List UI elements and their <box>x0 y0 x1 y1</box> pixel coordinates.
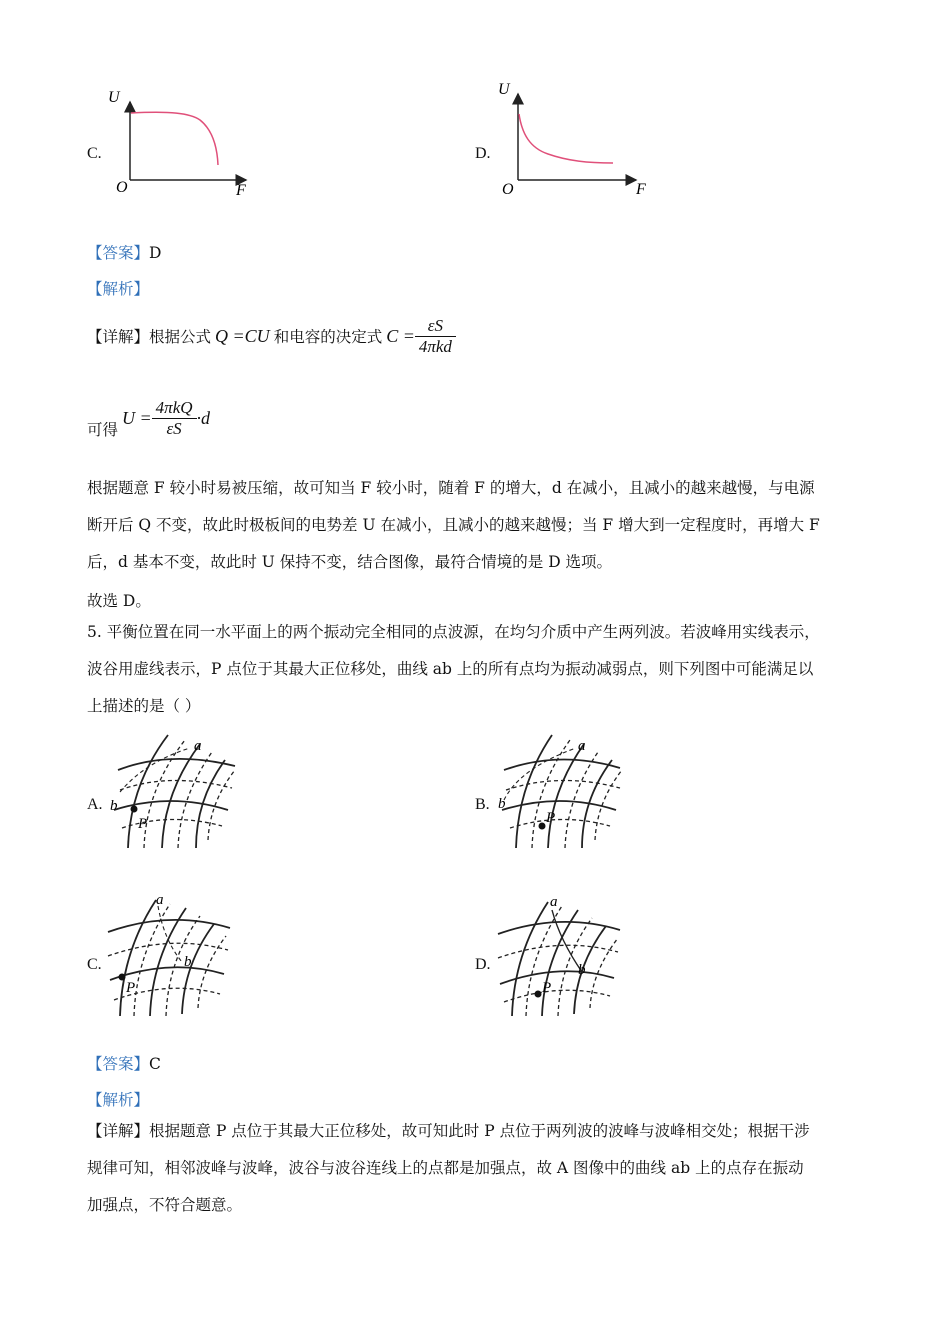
detail-text2: 和电容的决定式 <box>273 328 383 346</box>
point-p <box>539 823 546 830</box>
q4-result-line <box>87 390 210 446</box>
option-c-label: C. <box>87 145 102 162</box>
kede: 可得 <box>87 421 119 439</box>
q5-detail <box>87 1113 887 1224</box>
detail-text1: 根据公式 <box>149 328 212 346</box>
formula-u-num: 4πkQ <box>152 398 197 419</box>
point-p <box>119 974 126 981</box>
para-line: 断开后 Q 不变，故此时极板间的电势差 U 在减小，且减小的越来越慢；当 F 增大到一定程度时，再增大 F <box>87 516 820 534</box>
formula-q: Q =CU <box>215 325 270 346</box>
stem-line: 上描述的是（ ） <box>87 697 201 715</box>
point-a-label: a <box>550 894 558 910</box>
point-p-label: P <box>546 810 556 826</box>
x-axis-label: F <box>236 182 246 199</box>
formula-c-fraction <box>415 316 456 357</box>
q5-option-b-label[interactable]: B. <box>475 796 490 813</box>
y-axis-label: U <box>498 81 510 98</box>
point-p <box>535 991 542 998</box>
answer-value: C <box>149 1055 161 1073</box>
formula-c-den: 4πkd <box>418 336 452 356</box>
stem-line: 5. 平衡位置在同一水平面上的两个振动完全相同的点波源，在均匀介质中产生两列波。若波峰用实线表示， <box>87 623 820 641</box>
detail-tag: 【详解】 <box>87 328 150 346</box>
answer-tag: 【答案】 <box>87 244 150 262</box>
q5-option-a-label[interactable]: A. <box>87 796 103 813</box>
detail-tag: 【详解】 <box>87 1122 150 1140</box>
point-p-label: P <box>126 980 136 996</box>
q4-paragraph <box>87 470 877 581</box>
point-a-label: a <box>578 738 586 754</box>
origin-label: O <box>502 181 514 198</box>
formula-c-num: εS <box>415 316 456 337</box>
q5-analysis-tag: 【解析】 <box>87 1091 150 1109</box>
point-b-label: b <box>498 796 506 812</box>
q4-analysis-tag: 【解析】 <box>87 280 150 298</box>
curve-c <box>131 112 218 165</box>
formula-u-tail: ·d <box>196 407 211 428</box>
point-b-label: b <box>110 798 118 814</box>
option-d-label: D. <box>475 145 491 162</box>
q5-option-c-label[interactable]: C. <box>87 956 102 973</box>
wave-figure-d[interactable] <box>490 890 630 1020</box>
detail-line: 加强点，不符合题意。 <box>87 1196 243 1214</box>
answer-tag: 【答案】 <box>87 1055 150 1073</box>
wave-figure-c[interactable] <box>100 890 240 1020</box>
stem-line: 波谷用虚线表示，P 点位于其最大正位移处，曲线 ab 上的所有点均为振动减弱点，则下列图中可能满足以 <box>87 660 814 678</box>
wave-figure-a[interactable] <box>100 730 245 855</box>
para-line: 根据题意 F 较小时易被压缩，故可知当 F 较小时，随着 F 的增大，d 在减小，且减小的越来越慢，与电源 <box>87 479 815 497</box>
y-axis-label: U <box>108 89 120 106</box>
answer-value: D <box>149 244 162 262</box>
detail-line1: 根据题意 P 点位于其最大正位移处，故可知此时 P 点位于两列波的波峰与波峰相交处；根据干涉 <box>149 1122 810 1140</box>
detail-line: 规律可知，相邻波峰与波峰，波谷与波谷连线上的点都是加强点，故 A 图像中的曲线 ab 上的点存在振动 <box>87 1159 804 1177</box>
detail-line <box>87 1113 887 1150</box>
graph-c <box>100 80 260 200</box>
q5-stem <box>87 614 887 725</box>
point-a-label: a <box>156 892 164 908</box>
formula-u-den: εS <box>166 418 182 438</box>
formula-u-lhs: U = <box>122 407 152 428</box>
formula-u-fraction <box>152 398 197 439</box>
q5-answer <box>87 1052 161 1074</box>
q5-option-d-label[interactable]: D. <box>475 956 491 973</box>
curve-d <box>519 114 613 163</box>
point-p-label: P <box>542 980 552 996</box>
point-b-label: b <box>184 954 192 970</box>
wave-figure-b[interactable] <box>490 730 635 855</box>
q4-answer <box>87 241 161 263</box>
q4-detail-line <box>87 306 456 366</box>
formula-c-lhs: C = <box>386 325 415 346</box>
point-p-label: P <box>138 816 148 832</box>
origin-label: O <box>116 179 128 196</box>
q4-conclusion: 故选 D。 <box>87 592 151 610</box>
x-axis-label: F <box>636 181 646 198</box>
point-a-label: a <box>194 738 202 754</box>
point-p <box>131 806 138 813</box>
point-b-label: b <box>578 962 586 978</box>
graph-d <box>488 72 658 200</box>
para-line: 后，d 基本不变，故此时 U 保持不变，结合图像，最符合情境的是 D 选项。 <box>87 553 613 571</box>
